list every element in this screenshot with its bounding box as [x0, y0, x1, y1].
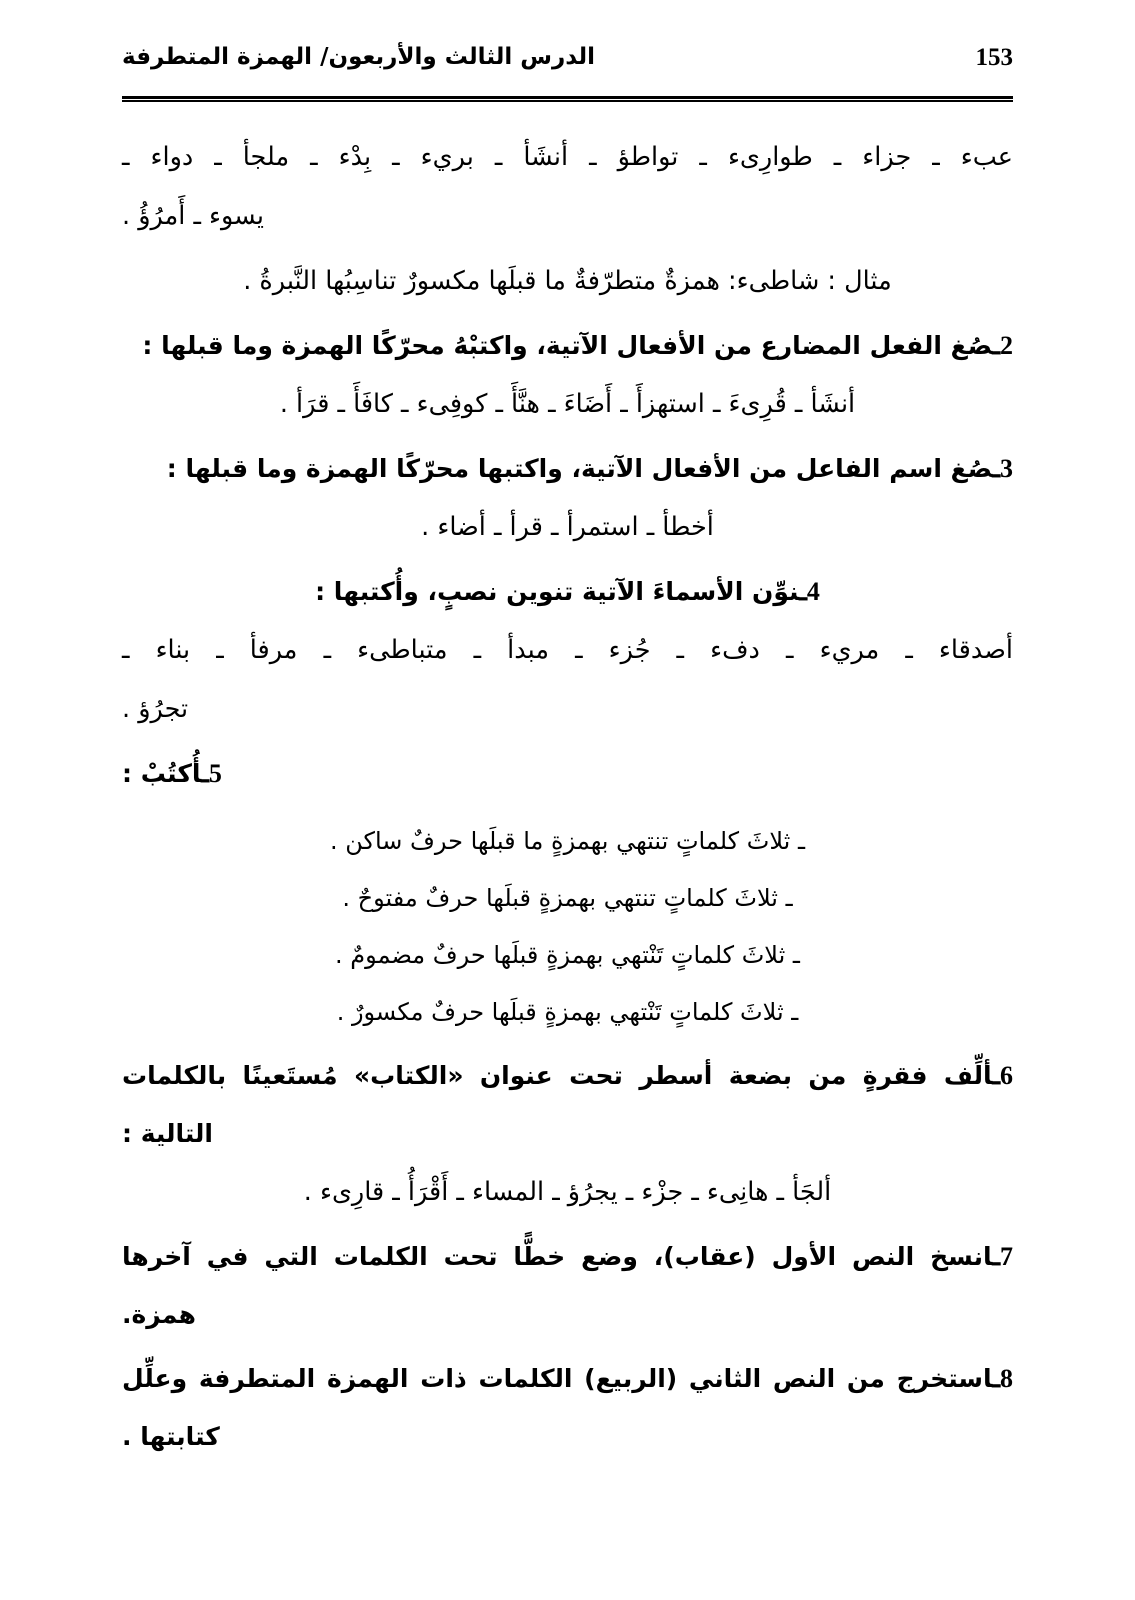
exercise-prompt-7-line-1: انسخ النص الأول (عقاب)، وضع خطًّا تحت الكلمات التي في آخرها — [122, 1242, 993, 1271]
exercise-dash-6: ـ — [992, 1061, 1000, 1090]
spacer — [122, 803, 1013, 813]
exercise-item-4 — [122, 563, 1013, 621]
exercise-prompt-4: نوِّن الأسماءَ الآتية تنوين نصبٍ، وأُكتبها : — [315, 577, 800, 606]
exercise-dash-4: ـ — [799, 577, 807, 606]
exercise-item-7 — [122, 1228, 1013, 1286]
intro-word-list-line-1: عبء ـ جزاء ـ طوارِىء ـ تواطؤ ـ أنشَأ ـ بريء ـ بِدْء ـ ملجأ ـ دواء ـ — [122, 142, 1013, 172]
exercise-number-7: 7 — [1000, 1242, 1013, 1271]
example-sentence: مثال : شاطىء: همزةٌ متطرّفةٌ ما قبلَها مكسورٌ تناسِبُها النَّبرةُ . — [243, 266, 892, 296]
exercise-prompt-5: أُكتُبْ : — [122, 759, 202, 788]
exercise-prompt-2: صُغ الفعل المضارع من الأفعال الآتية، واكتبْهُ محرّكًا الهمزة وما قبلها : — [142, 331, 993, 360]
exercise-2-word-list: أنشَأ ـ قُرِىءَ ـ استهزأَ ـ أَضَاءَ ـ هنَّأَ ـ كوفِىء ـ كافَأَ ـ قرَأ . — [279, 389, 856, 419]
exercise-4-word-list-line-2: تجرُؤ . — [122, 694, 189, 724]
exercise-number-5: 5 — [208, 759, 222, 788]
exercise-prompt-7-line-2: همزة. — [122, 1300, 196, 1329]
exercise-dash-2: ـ — [992, 331, 1000, 360]
exercise-number-3: 3 — [1000, 454, 1013, 483]
exercise-prompt-6-line-2: التالية : — [122, 1119, 214, 1148]
exercise-5-bullet-1: ـ ثلاثَ كلماتٍ تنتهي بهمزةٍ ما قبلَها حرفٌ ساكن . — [329, 827, 805, 855]
exercise-5-bullet-2: ـ ثلاثَ كلماتٍ تنتهي بهمزةٍ قبلَها حرفٌ مفتوحٌ . — [342, 884, 793, 912]
exercise-5-bullet-4: ـ ثلاثَ كلماتٍ تَنْتهي بهمزةٍ قبلَها حرفٌ مكسورٌ . — [336, 998, 799, 1026]
exercise-4-word-list-line-1: أصدقاء ـ مريء ـ دفء ـ جُزء ـ مبدأ ـ متباطىء ـ مرفأ ـ بناء ـ — [122, 635, 1013, 665]
page-content — [122, 128, 1013, 1560]
exercise-number-6: 6 — [1000, 1061, 1013, 1090]
intro-word-list-line-2: يسوء ـ أَمرُؤُ . — [122, 201, 265, 231]
exercise-5-bullet-3: ـ ثلاثَ كلماتٍ تَنْتهي بهمزةٍ قبلَها حرفٌ مضمومٌ . — [335, 941, 800, 969]
exercise-dash-5: ـ — [201, 759, 209, 788]
exercise-prompt-8-line-1: استخرج من النص الثاني (الربيع) الكلمات ذات الهمزة المتطرفة وعلِّل — [122, 1364, 993, 1393]
divider-thin-line — [122, 100, 1013, 102]
exercise-item-6 — [122, 1047, 1013, 1105]
exercise-item-5 — [122, 745, 1013, 803]
exercise-item-8 — [122, 1350, 1013, 1408]
exercise-dash-8: ـ — [992, 1364, 1000, 1393]
exercise-6-word-list: ألجَأ ـ هانِىء ـ جزْء ـ يجرُؤ ـ المساء ـ أَقْرَأُ ـ قارِىء . — [303, 1177, 832, 1207]
exercise-prompt-3: صُغ اسم الفاعل من الأفعال الآتية، واكتبها محرّكًا الهمزة وما قبلها : — [166, 454, 993, 483]
exercise-number-4: 4 — [806, 577, 820, 606]
exercise-dash-7: ـ — [992, 1242, 1000, 1271]
exercise-dash-3: ـ — [992, 454, 1000, 483]
exercise-item-3 — [122, 440, 1013, 498]
page-number: 153 — [975, 44, 1013, 71]
header-divider-rule — [122, 96, 1013, 102]
exercise-prompt-6-line-1: ألِّف فقرةٍ من بضعة أسطر تحت عنوان «الكتاب» مُستَعينًا بالكلمات — [122, 1061, 993, 1090]
exercise-number-2: 2 — [1000, 331, 1013, 360]
exercise-number-8: 8 — [1000, 1364, 1013, 1393]
header-lesson-title: الدرس الثالث والأربعون/ الهمزة المتطرفة — [122, 44, 596, 71]
exercise-3-word-list: أخطأ ـ استمرأ ـ قرأ ـ أضاء . — [421, 512, 714, 542]
page-header — [122, 38, 1013, 78]
exercise-item-2 — [122, 317, 1013, 375]
exercise-prompt-8-line-2: كتابتها . — [122, 1422, 220, 1451]
